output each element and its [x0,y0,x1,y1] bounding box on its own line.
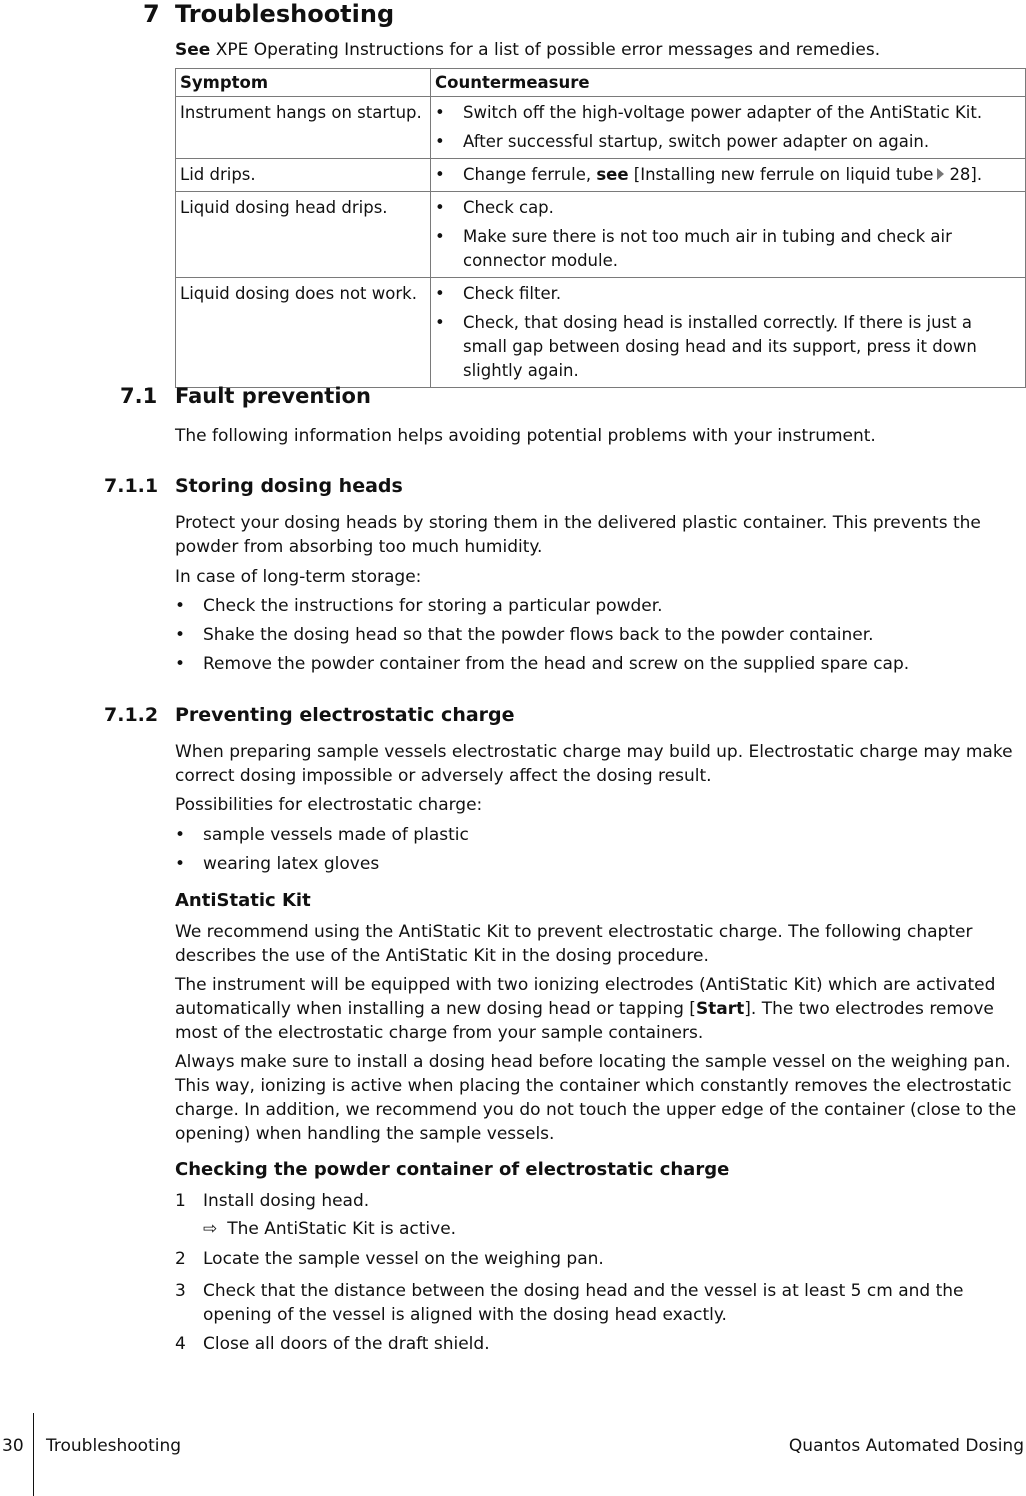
footer-divider [33,1413,34,1496]
list-item: • Switch off the high-voltage power adapter of the AntiStatic Kit. [435,103,983,122]
table-row [176,97,1026,159]
antistatic-paragraph: The instrument will be equipped with two ionizing electrodes (AntiStatic Kit) which are activated automatically when installing a new dosing head or tapping [Start]. The two electrodes remove most of the electrostatic charge from your sample containers. [175,975,996,1043]
list-item: • Check, that dosing head is installed correctly. If there is just a small gap between dosing head and its support, press it down slightly again. [435,313,977,380]
section-7-1-text: The following information helps avoiding potential problems with your instrument. [175,426,876,446]
table-header-symptom: Symptom [176,69,431,97]
table-cell-symptom: Lid drips. [176,159,431,192]
table-cell-symptom: Liquid dosing head drips. [176,192,431,278]
antistatic-kit-heading: AntiStatic Kit [175,890,311,911]
table-row [176,159,1026,192]
start-key-label: Start [695,999,745,1019]
table-header-countermeasure: Countermeasure [431,69,1026,97]
page-reference[interactable]: 28]. [949,165,983,184]
antistatic-paragraph: Always make sure to install a dosing head before locating the sample vessel on the weighing pan. This way, ionizing is active when placing the container which constantly removes the electrostatic charge. In addition, we recommend you do not touch the upper edge of the container (close to the opening) when handling the sample vessels. [175,1052,1017,1144]
section-7-1-1-title: Storing dosing heads [175,475,403,497]
page-number: 30 [2,1436,24,1456]
antistatic-paragraph: We recommend using the AntiStatic Kit to prevent electrostatic charge. The following chapter describes the use of the AntiStatic Kit in the dosing procedure. [175,922,973,966]
table-header-row [176,69,1026,97]
cross-reference-link[interactable]: [Installing new ferrule on liquid tube [628,165,934,184]
checking-heading: Checking the powder container of electrostatic charge [175,1159,730,1180]
section-7-title: Troubleshooting [175,0,395,28]
table-row [176,192,1026,278]
table-cell-countermeasure [431,97,1026,159]
table-cell-countermeasure [431,192,1026,278]
section-7-1-1-paragraph: In case of long-term storage: [175,567,422,587]
section-7-number: 7 [143,0,160,28]
section-7-1-2-number: 7.1.2 [104,704,159,726]
see-label: See [175,40,211,60]
troubleshooting-table [175,68,1026,388]
result-arrow-icon: ⇨ [203,1219,218,1239]
section-7-1-title: Fault prevention [175,384,371,408]
list-item: • After successful startup, switch power adapter on again. [435,132,930,151]
section-7-1-number: 7.1 [120,384,158,408]
step-result: ⇨ The AntiStatic Kit is active. [203,1219,457,1239]
section-7-1-2-title: Preventing electrostatic charge [175,704,515,726]
list-item: • Check filter. [435,284,562,303]
footer-section: Troubleshooting [46,1436,182,1456]
footer-product: Quantos Automated Dosing [788,1436,1024,1456]
document-page: 7 Troubleshooting See XPE Operating Instructions for a list of possible error messages and remedies. Symptom Countermeasure Instrument hangs on startup. • Switch off the high-voltage power adapter of the AntiStatic Kit. • After successful startup, switch power adapter on again. Lid drips. • Change ferrule, see [Installing new ferrule on liquid tube 28]. Liquid dosing head drips. • Check cap. • Make sure there is not too much air in tubing and check air connector module. Liquid dosing does not work. • Check filter. • Check, that dosing head is installed correctly. If there is just a small gap between dosing head and its support, press it down slightly again. 7.1 Fault prevention The following information helps avoiding potential problems with your instrument. 7.1.1 Storing dosing heads Protect your dosing heads by storing them in the delivered plastic container. This prevents the powder from absorbing too much humidity. In case of long-term storage: • Check the instructions for storing a particular powder. • Shake the dosing head so that the powder flows back to the powder container. • Remove the powder container from the head and screw on the supplied spare cap. 7.1.2 Preventing electrostatic charge When preparing sample vessels electrostatic charge may build up. Electrostatic charge may make correct dosing impossible or adversely affect the dosing result. Possibilities for electrostatic charge: • sample vessels made of plastic • wearing latex gloves AntiStatic Kit We recommend using the AntiStatic Kit to prevent electrostatic charge. The following chapter describes the use of the AntiStatic Kit in the dosing procedure. The instrument will be equipped with two ionizing electrodes (AntiStatic Kit) which are activated automatically when installing a new dosing head or tapping [Start]. The two electrodes remove most of the electrostatic charge from your sample containers. Always make sure to install a dosing head before locating the sample vessel on the weighing pan. This way, ionizing is active when placing the container which constantly removes the electrostatic charge. In addition, we recommend you do not touch the upper edge of the container (close to the opening) when handling the sample vessels. Checking the powder container of electrostatic charge 1 Install dosing head. ⇨ The AntiStatic Kit is active. 2 Locate the sample vessel on the weighing pan. 3 Check that the distance between the dosing head and the vessel is at least 5 cm and the opening of the vessel is aligned with the dosing head exactly. 4 Close all doors of the draft shield. 30 Troubleshooting Quantos Automated Dosing [0,0,1026,1496]
section-7-1-1-paragraph: Protect your dosing heads by storing them in the delivered plastic container. This prevents the powder from absorbing too much humidity. [175,513,981,557]
list-item: • Make sure there is not too much air in tubing and check air connector module. [435,227,952,270]
table-cell-countermeasure [431,159,1026,192]
table-row [176,278,1026,388]
list-item: • Check cap. [435,198,554,217]
table-cell-symptom: Liquid dosing does not work. [176,278,431,388]
section-7-1-2-paragraph: Possibilities for electrostatic charge: [175,795,483,815]
list-item: • Change ferrule, see [Installing new ferrule on liquid tube 28]. [435,165,983,184]
table-cell-countermeasure [431,278,1026,388]
see-text: XPE Operating Instructions for a list of possible error messages and remedies. [210,40,881,60]
section-7-1-2-paragraph: When preparing sample vessels electrostatic charge may build up. Electrostatic charge may make correct dosing impossible or adversely affect the dosing result. [175,742,1013,786]
table-cell-symptom: Instrument hangs on startup. [176,97,431,159]
section-7-1-1-number: 7.1.1 [104,475,159,497]
page-arrow-icon [937,168,944,180]
section-7-intro [175,38,1025,62]
